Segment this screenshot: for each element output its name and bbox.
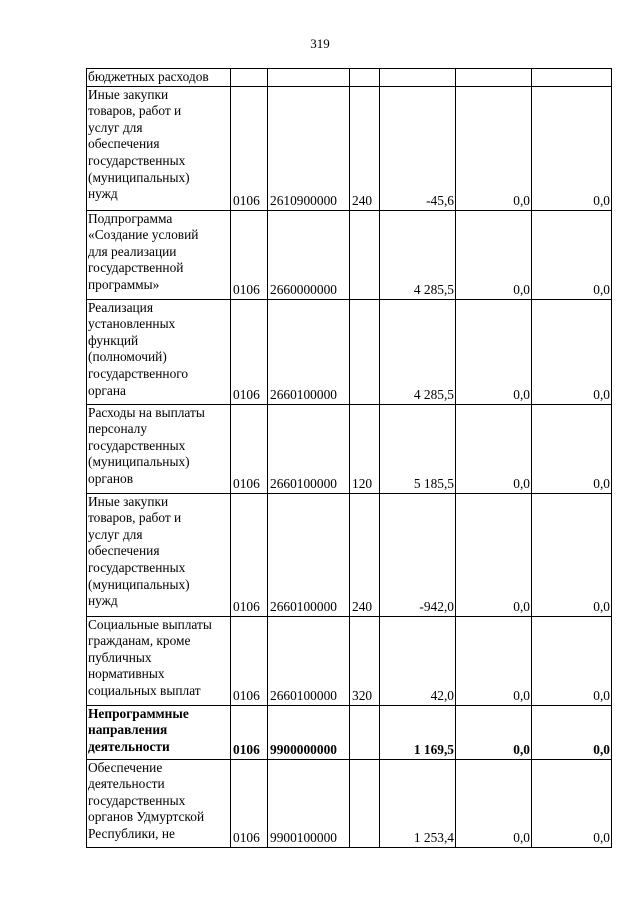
amount-year-3: 0,0 <box>532 86 612 210</box>
target-code: 2610900000 <box>268 86 350 210</box>
expense-type-code <box>350 299 380 404</box>
amount-year-3: 0,0 <box>532 299 612 404</box>
table-row <box>87 299 612 404</box>
amount-year-3: 0,0 <box>532 493 612 616</box>
table-row <box>87 759 612 847</box>
row-name: Реализация установленных функций (полномочий) государственного органа <box>87 299 231 404</box>
amount-year-2: 0,0 <box>456 493 532 616</box>
row-name: Обеспечение деятельности государственных органов Удмуртской Республики, не <box>87 759 231 847</box>
expense-type-code <box>350 759 380 847</box>
expense-type-code <box>350 69 380 87</box>
budget-table <box>86 68 612 848</box>
row-name: Иные закупки товаров, работ и услуг для обеспечения государственных (муниципальных) нужд <box>87 86 231 210</box>
row-name: Социальные выплаты гражданам, кроме публичных нормативных социальных выплат <box>87 616 231 705</box>
table-row <box>87 210 612 299</box>
amount-year-2: 0,0 <box>456 759 532 847</box>
page-number: 319 <box>310 36 330 51</box>
section-code: 0106 <box>231 210 268 299</box>
amount-change: 4 285,5 <box>380 210 456 299</box>
amount-year-2: 0,0 <box>456 404 532 493</box>
amount-year-2: 0,0 <box>456 86 532 210</box>
amount-year-3: 0,0 <box>532 759 612 847</box>
table-row <box>87 404 612 493</box>
target-code: 2660100000 <box>268 404 350 493</box>
amount-year-2: 0,0 <box>456 210 532 299</box>
target-code: 2660100000 <box>268 616 350 705</box>
row-name: Расходы на выплаты персоналу государственных (муниципальных) органов <box>87 404 231 493</box>
amount-year-3: 0,0 <box>532 210 612 299</box>
row-name: бюджетных расходов <box>87 69 231 87</box>
amount-year-3: 0,0 <box>532 705 612 759</box>
amount-change: 1 253,4 <box>380 759 456 847</box>
section-code: 0106 <box>231 493 268 616</box>
section-code: 0106 <box>231 616 268 705</box>
expense-type-code: 120 <box>350 404 380 493</box>
section-code: 0106 <box>231 759 268 847</box>
row-name: Иные закупки товаров, работ и услуг для обеспечения государственных (муниципальных) нужд <box>87 493 231 616</box>
expense-type-code: 240 <box>350 493 380 616</box>
amount-year-3: 0,0 <box>532 616 612 705</box>
amount-year-2: 0,0 <box>456 616 532 705</box>
amount-change: 5 185,5 <box>380 404 456 493</box>
section-code: 0106 <box>231 404 268 493</box>
amount-year-2: 0,0 <box>456 299 532 404</box>
amount-change: 42,0 <box>380 616 456 705</box>
table-row <box>87 86 612 210</box>
section-code: 0106 <box>231 86 268 210</box>
amount-change <box>380 69 456 87</box>
section-code: 0106 <box>231 705 268 759</box>
amount-year-3: 0,0 <box>532 404 612 493</box>
amount-change: 4 285,5 <box>380 299 456 404</box>
amount-change: 1 169,5 <box>380 705 456 759</box>
expense-type-code <box>350 705 380 759</box>
amount-year-3 <box>532 69 612 87</box>
table-row <box>87 705 612 759</box>
expense-type-code <box>350 210 380 299</box>
row-name: Непрограммные направления деятельности <box>87 705 231 759</box>
row-name: Подпрограмма «Создание условий для реализации государственной программы» <box>87 210 231 299</box>
section-code: 0106 <box>231 299 268 404</box>
target-code: 9900000000 <box>268 705 350 759</box>
table-row <box>87 616 612 705</box>
target-code: 2660100000 <box>268 299 350 404</box>
target-code: 2660100000 <box>268 493 350 616</box>
amount-year-2: 0,0 <box>456 705 532 759</box>
amount-change: -45,6 <box>380 86 456 210</box>
section-code <box>231 69 268 87</box>
table-row <box>87 493 612 616</box>
amount-change: -942,0 <box>380 493 456 616</box>
target-code: 9900100000 <box>268 759 350 847</box>
expense-type-code: 240 <box>350 86 380 210</box>
target-code <box>268 69 350 87</box>
amount-year-2 <box>456 69 532 87</box>
table-row <box>87 69 612 87</box>
target-code: 2660000000 <box>268 210 350 299</box>
expense-type-code: 320 <box>350 616 380 705</box>
